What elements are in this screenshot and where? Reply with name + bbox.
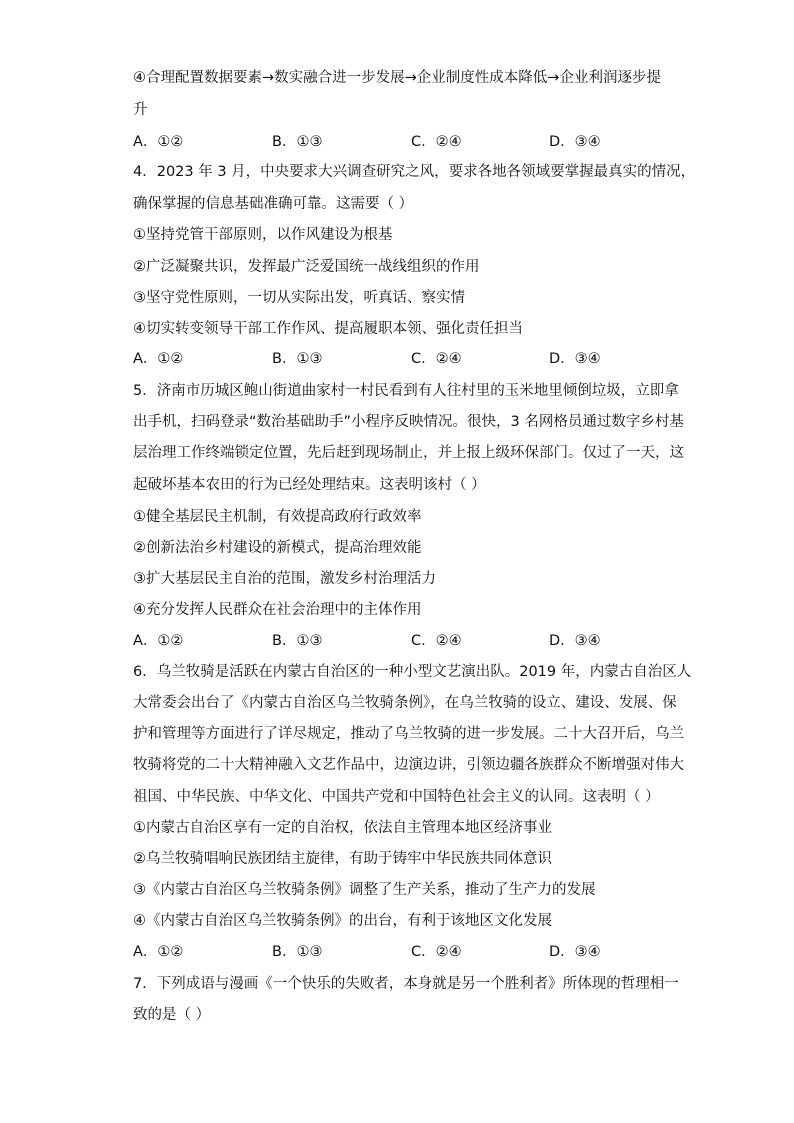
q5-answer-choices — [133, 629, 653, 651]
q5-choice-b[interactable]: B．①③ — [272, 633, 323, 649]
q4-choice-a[interactable]: A．①② — [133, 351, 184, 367]
q4-option-3: ③坚守党性原则，一切从实际出发，听真话、察实情 — [133, 290, 465, 306]
q5-option-2: ②创新法治乡村建设的新模式，提高治理效能 — [133, 540, 422, 556]
q3-option-4-line1: ④合理配置数据要素→数实融合进一步发展→企业制度性成本降低→企业利润逐步提 — [133, 70, 661, 86]
q5-stem-line3: 层治理工作终端锁定位置，先后赶到现场制止，并上报上级环保部门。仅过了一天，这 — [133, 445, 684, 461]
q5-choice-d[interactable]: D．③④ — [549, 633, 601, 649]
q4-choice-b[interactable]: B．①③ — [272, 351, 323, 367]
q3-choice-b[interactable]: B．①③ — [272, 134, 323, 150]
q4-stem-line2: 确保掌握的信息基础准确可靠。这需要（ ） — [133, 196, 414, 212]
q5-stem-line2: 出手机，扫码登录“数治基础助手”小程序反映情况。很快，3 名网格员通过数字乡村基 — [133, 414, 684, 430]
q6-choice-c[interactable]: C．②④ — [411, 944, 462, 960]
q6-stem-line1: 6．乌兰牧骑是活跃在内蒙古自治区的一种小型文艺演出队。2019 年，内蒙古自治区人 — [133, 664, 692, 680]
q5-option-1: ①健全基层民主机制，有效提高政府行政效率 — [133, 509, 422, 525]
q6-option-1: ①内蒙古自治区享有一定的自治权，依法自主管理本地区经济事业 — [133, 820, 552, 836]
q5-option-3: ③扩大基层民主自治的范围，激发乡村治理活力 — [133, 571, 436, 587]
q6-stem-line3: 护和管理等方面进行了详尽规定，推动了乌兰牧骑的进一步发展。二十大召开后，乌兰 — [133, 726, 684, 742]
q5-stem-line1: 5．济南市历城区鲍山街道曲家村一村民看到有人往村里的玉米地里倾倒垃圾，立即拿 — [133, 383, 679, 399]
q6-stem-line4: 牧骑将党的二十大精神融入文艺作品中，边演边讲，引领边疆各族群众不断增强对伟大 — [133, 757, 684, 773]
q6-choice-d[interactable]: D．③④ — [549, 944, 601, 960]
q4-choice-c[interactable]: C．②④ — [411, 351, 462, 367]
q5-choice-a[interactable]: A．①② — [133, 633, 184, 649]
q5-option-4: ④充分发挥人民群众在社会治理中的主体作用 — [133, 602, 422, 618]
q6-stem-line2: 大常委会出台了《内蒙古自治区乌兰牧骑条例》，在乌兰牧骑的设立、建设、发展、保 — [133, 695, 677, 711]
q3-option-4-line2: 升 — [133, 102, 148, 118]
q4-option-2: ②广泛凝聚共识，发挥最广泛爱国统一战线组织的作用 — [133, 259, 480, 275]
q4-option-4: ④切实转变领导干部工作作风、提高履职本领、强化责任担当 — [133, 321, 523, 337]
q4-answer-choices — [133, 347, 653, 369]
q6-option-3: ③《内蒙古自治区乌兰牧骑条例》调整了生产关系，推动了生产力的发展 — [133, 882, 596, 898]
q3-choice-d[interactable]: D．③④ — [549, 134, 601, 150]
q5-stem-line4: 起破坏基本农田的行为已经处理结束。这表明该村（ ） — [133, 477, 486, 493]
q3-answer-choices — [133, 130, 653, 152]
q4-option-1: ①坚持党管干部原则，以作风建设为根基 — [133, 227, 393, 243]
q5-choice-c[interactable]: C．②④ — [411, 633, 462, 649]
q6-choice-b[interactable]: B．①③ — [272, 944, 323, 960]
q3-choice-c[interactable]: C．②④ — [411, 134, 462, 150]
q4-stem-line1: 4．2023 年 3 月，中央要求大兴调查研究之风，要求各地各领域要掌握最真实的情况， — [133, 164, 696, 180]
q7-stem-line1: 7．下列成语与漫画《一个快乐的失败者，本身就是另一个胜利者》所体现的哲理相一 — [133, 976, 679, 992]
q7-stem-line2: 致的是（ ） — [133, 1007, 211, 1023]
q6-choice-a[interactable]: A．①② — [133, 944, 184, 960]
q6-stem-line5: 祖国、中华民族、中华文化、中国共产党和中国特色社会主义的认同。这表明（ ） — [133, 789, 660, 805]
q6-answer-choices — [133, 940, 653, 962]
q4-choice-d[interactable]: D．③④ — [549, 351, 601, 367]
q6-option-2: ②乌兰牧骑唱响民族团结主旋律，有助于铸牢中华民族共同体意识 — [133, 851, 552, 867]
q3-choice-a[interactable]: A．①② — [133, 134, 184, 150]
q6-option-4: ④《内蒙古自治区乌兰牧骑条例》的出台，有利于该地区文化发展 — [133, 913, 552, 929]
